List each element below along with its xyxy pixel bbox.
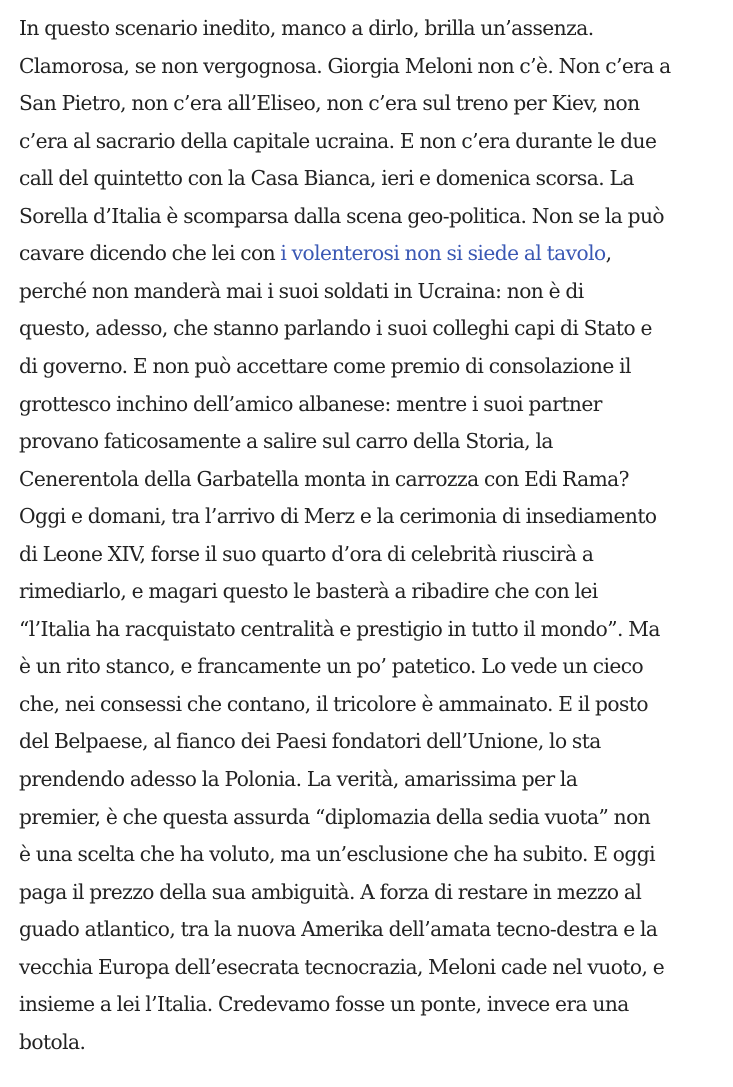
text-line: di governo. E non può accettare come premio di consolazione il	[19, 353, 631, 378]
text-line-with-link	[19, 235, 612, 272]
text-line: Oggi e domani, tra l’arrivo di Merz e la cerimonia di insediamento	[19, 504, 657, 529]
text-line: perché non manderà mai i suoi soldati in Ucraina: non è di	[19, 278, 584, 303]
text-line: grottesco inchino dell’amico albanese: mentre i suoi partner	[19, 391, 602, 416]
text-line: rimediarlo, e magari questo le basterà a ribadire che con lei	[19, 579, 598, 604]
text-line: Cenerentola della Garbatella monta in carrozza con Edi Rama?	[19, 466, 629, 491]
text-line: c’era al sacrario della capitale ucraina. E non c’era durante le due	[19, 128, 657, 153]
text-line: vecchia Europa dell’esecrata tecnocrazia, Meloni cade nel vuoto, e	[19, 954, 665, 979]
text-line: botola.	[19, 1029, 86, 1054]
text-line: prendendo adesso la Polonia. La verità, amarissima per la	[19, 767, 578, 791]
text-line: Sorella d’Italia è scomparsa dalla scena geo-politica. Non se la può	[19, 203, 665, 228]
text-line: provano faticosamente a salire sul carro della Storia, la	[19, 429, 553, 453]
text-line: In questo scenario inedito, manco a dirlo, brilla un’assenza.	[19, 16, 594, 40]
text-line: del Belpaese, al fianco dei Paesi fondatori dell’Unione, lo sta	[19, 729, 601, 754]
text-line: insieme a lei l’Italia. Credevamo fosse un ponte, invece era una	[19, 992, 629, 1017]
text-line: è una scelta che ha voluto, ma un’esclusione che ha subito. E oggi	[19, 842, 656, 867]
text-line: guado atlantico, tra la nuova Amerika dell’amata tecno-destra e la	[19, 917, 658, 942]
text-line: paga il prezzo della sua ambiguità. A forza di restare in mezzo al	[19, 879, 642, 904]
text-segment: ,	[605, 241, 612, 266]
text-segment: cavare dicendo che lei con	[19, 241, 281, 266]
text-line: è un rito stanco, e francamente un po’ patetico. Lo vede un cieco	[19, 654, 644, 679]
text-line: “l’Italia ha racquistato centralità e prestigio in tutto il mondo”. Ma	[19, 616, 660, 641]
volenterosi-link[interactable]: i volenterosi non si siede al tavolo	[280, 241, 606, 266]
text-line: che, nei consessi che contano, il tricolore è ammainato. E il posto	[19, 691, 648, 716]
text-line: questo, adesso, che stanno parlando i suoi colleghi capi di Stato e	[19, 316, 652, 341]
text-line: premier, è che questa assurda “diplomazia della sedia vuota” non	[19, 804, 651, 829]
text-line: call del quintetto con la Casa Bianca, ieri e domenica scorsa. La	[19, 166, 634, 191]
text-line: di Leone XIV, forse il suo quarto d’ora di celebrità riuscirà a	[19, 541, 594, 566]
text-line: San Pietro, non c’era all’Eliseo, non c’era sul treno per Kiev, non	[19, 91, 640, 116]
text-line: Clamorosa, se non vergognosa. Giorgia Meloni non c’è. Non c’era a	[19, 53, 671, 78]
